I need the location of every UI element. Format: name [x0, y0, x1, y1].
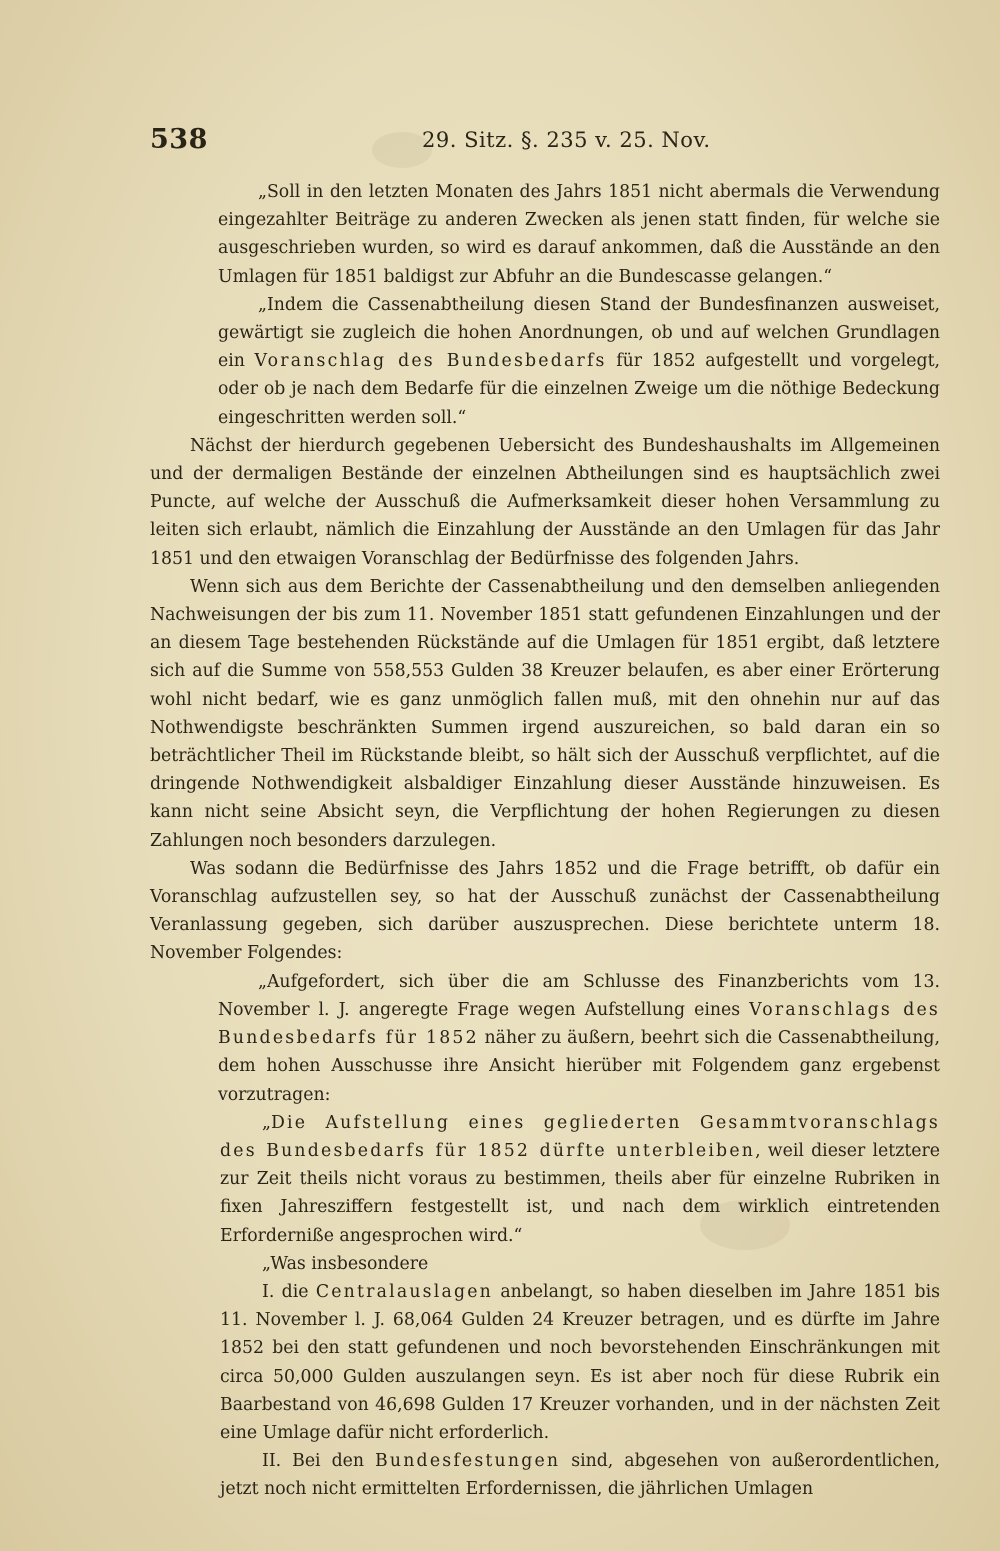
text-run: für 1852 aufgestellt und vorgelegt, oder ob je nach dem Bedarfe für die einzelnen Zweige um die nöthige Bedeckung eingeschritten werden soll.“	[218, 351, 941, 428]
body-text	[150, 178, 940, 1504]
text-run: „Indem die Cassenabtheilung diesen Stand der Bundesfinanzen ausweiset, gewärtigt sie zugleich die hohen Anordnungen, ob und auf welchen Grundlagen ein	[218, 294, 940, 372]
text-run: näher zu äußern, beehrt sich die Cassenabtheilung, dem hohen Ausschusse ihre Ansicht hierüber mit Folgendem ganz ergebenst vorzutragen:	[218, 1028, 940, 1105]
quote-paragraph	[150, 1250, 940, 1278]
text-run: Wenn sich aus dem Berichte der Cassenabtheilung und den demselben anliegenden Nachweisungen der bis zum 11. November 1851 statt gefundenen Einzahlungen und der an diesem Tage bestehenden Rückstände auf die Umlagen für 1851 ergibt, daß letztere sich auf die Summe von 558,553 Gulden 38 Kreuzer belaufen, es aber einer Erörterung wohl nicht bedarf, wie es ganz unmöglich fallen muß, mit den ohnehin nur auf das Nothwendigste beschränkten Summen irgend auszureichen, so bald daran ein so beträchtlicher Theil im Rückstande bleibt, so hält sich der Ausschuß verpflichtet, auf die dringende Nothwendigkeit alsbaldiger Einzahlung dieser Ausstände hinzuweisen. Es kann nicht seine Absicht seyn, die Verpflichtung der hohen Regierungen zu diesen Zahlungen noch besonders darzulegen.	[150, 576, 940, 851]
list-item	[150, 1278, 940, 1447]
paragraph	[150, 855, 940, 968]
spaced-emphasis: Bundesfestungen	[375, 1451, 561, 1472]
quote-paragraph	[150, 178, 940, 291]
paragraph	[150, 432, 940, 573]
quote-paragraph	[150, 291, 940, 432]
running-head: 29. Sitz. §. 235 v. 25. Nov.	[422, 128, 711, 152]
page-header	[150, 124, 930, 164]
list-item	[150, 1447, 940, 1503]
text-run: „	[262, 1112, 271, 1133]
quote-paragraph	[150, 968, 940, 1109]
text-run: II. Bei den	[262, 1451, 375, 1472]
spaced-emphasis: Die Aufstellung eines gegliederten Gesammtvoranschlags des Bundesbedarfs für 1852 dürfte unterbleiben	[220, 1112, 940, 1161]
text-run: „Soll in den letzten Monaten des Jahrs 1851 nicht abermals die Verwendung eingezahlter Beiträge zu anderen Zwecken als jenen statt finden, für welche sie ausgeschrieben wurden, so wird es darauf ankommen, daß die Ausstände an den Umlagen für 1851 baldigst zur Abfuhr an die Bundescasse gelangen.“	[218, 182, 940, 287]
text-run: „Was insbesondere	[262, 1253, 429, 1274]
spaced-emphasis: Voranschlag des Bundesbedarfs	[254, 351, 607, 372]
paragraph	[150, 573, 940, 855]
text-run: I. die	[262, 1281, 316, 1302]
text-run: anbelangt, so haben dieselben im Jahre 1851 bis 11. November l. J. 68,064 Gulden 24 Kreuzer betragen, und es dürfte im Jahre 1852 bei den statt gefundenen und noch bevorstehenden Einschränkungen mit circa 50,000 Gulden auszulangen seyn. Es ist aber noch für diese Rubrik ein Baarbestand von 46,698 Gulden 17 Kreuzer vorhanden, und in der nächsten Zeit eine Umlage dafür nicht erforderlich.	[220, 1281, 941, 1443]
quote-paragraph	[150, 1109, 940, 1250]
text-run: „Aufgefordert, sich über die am Schlusse des Finanzberichts vom 13. November l. J. angeregte Frage wegen Aufstellung eines	[218, 971, 940, 1020]
text-run: Was sodann die Bedürfnisse des Jahrs 1852 und die Frage betrifft, ob dafür ein Voranschlag aufzustellen sey, so hat der Ausschuß zunächst der Cassenabtheilung Veranlassung gegeben, sich darüber auszusprechen. Diese berichtete unterm 18. November Folgendes:	[150, 858, 940, 964]
spaced-emphasis: Voranschlags des Bundesbedarfs für 1852	[218, 999, 941, 1049]
text-run: , weil dieser letztere zur Zeit theils nicht voraus zu bestimmen, theils aber für einzelne Rubriken in fixen Jahresziffern festgestellt ist, und nach dem wirklich eintretenden Erforderniße angesprochen wird.“	[220, 1140, 940, 1246]
spaced-emphasis: Centralauslagen	[315, 1281, 493, 1302]
text-run: Nächst der hierdurch gegebenen Uebersicht des Bundeshaushalts im Allgemeinen und der dermaligen Bestände der einzelnen Abtheilungen sind es hauptsächlich zwei Puncte, auf welche der Ausschuß die Aufmerksamkeit dieser hohen Versammlung zu leiten sich erlaubt, nämlich die Einzahlung der Ausstände an den Umlagen für das Jahr 1851 und den etwaigen Voranschlag der Bedürfnisse des folgenden Jahrs.	[150, 435, 940, 569]
page-number: 538	[150, 124, 208, 155]
text-run: sind, abgesehen von außerordentlichen, jetzt noch nicht ermittelten Erfordernissen, die jährlichen Umlagen	[220, 1451, 941, 1500]
